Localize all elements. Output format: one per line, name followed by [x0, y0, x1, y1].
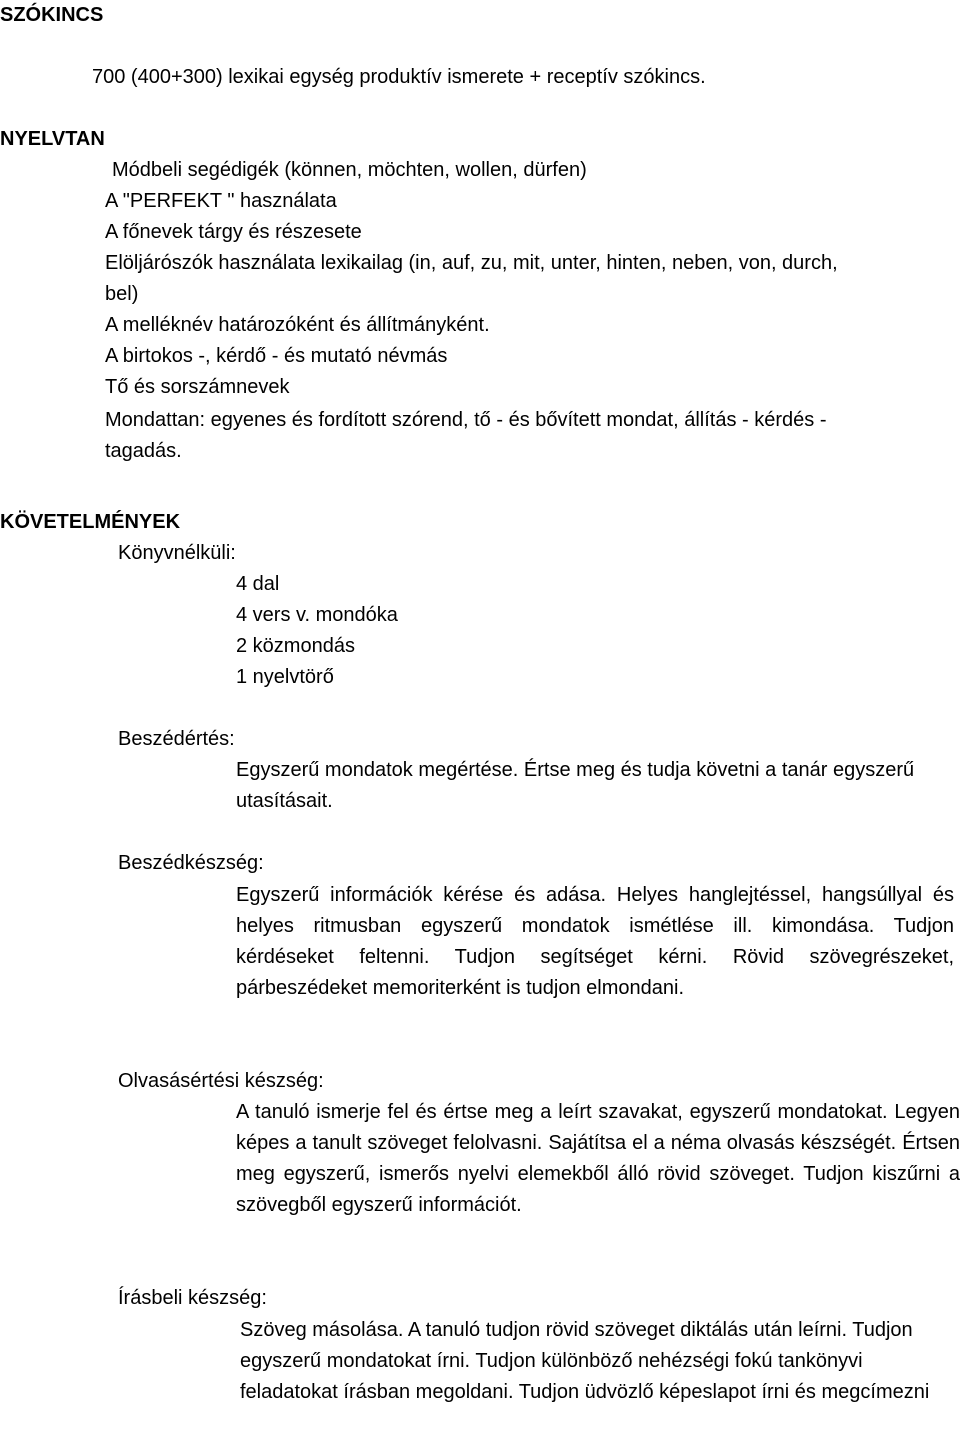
- beszedkeszseg-text: Egyszerű információk kérése és adása. Helyes hanglejtéssel, hangsúllyal és helyes ritmusban egyszerű mondatok ismétlése ill. kimondása. Tudjon kérdéseket feltenni. Tudjon segítséget kérni. Rövid szövegrészeket, párbeszédeket memoriterként is tudjon elmondani.: [236, 884, 954, 999]
- nyelvtan-item: Mondattan: egyenes és fordított szórend, tő - és bővített mondat, állítás - kérdés -: [105, 409, 827, 431]
- konyvnelkuli-item: 2 közmondás: [236, 635, 355, 657]
- konyvnelkuli-item: 4 vers v. mondóka: [236, 604, 398, 626]
- section-heading-szokincs: SZÓKINCS: [0, 4, 104, 26]
- beszedkeszseg-label: Beszédkészség:: [118, 852, 264, 874]
- section-heading-nyelvtan: NYELVTAN: [0, 128, 105, 150]
- konyvnelkuli-item: 1 nyelvtörő: [236, 666, 334, 688]
- nyelvtan-item: Módbeli segédigék (können, möchten, wollen, dürfen): [112, 159, 587, 181]
- beszedertes-label: Beszédértés:: [118, 728, 235, 750]
- nyelvtan-item: A "PERFEKT " használata: [105, 190, 337, 212]
- nyelvtan-item: tagadás.: [105, 440, 182, 462]
- nyelvtan-item: bel): [105, 283, 139, 305]
- nyelvtan-item: Tő és sorszámnevek: [105, 376, 290, 398]
- konyvnelkuli-label: Könyvnélküli:: [118, 542, 236, 564]
- konyvnelkuli-item: 4 dal: [236, 573, 280, 595]
- szokincs-text: 700 (400+300) lexikai egység produktív ismerete + receptív szókincs.: [92, 66, 706, 88]
- section-heading-kovetelmenyek: KÖVETELMÉNYEK: [0, 511, 181, 533]
- nyelvtan-item: A főnevek tárgy és részesete: [105, 221, 362, 243]
- nyelvtan-item: Elöljárószók használata lexikailag (in, auf, zu, mit, unter, hinten, neben, von, durch,: [105, 252, 838, 274]
- nyelvtan-item: A melléknév határozóként és állítmányként.: [105, 314, 490, 336]
- olvasasertes-text: A tanuló ismerje fel és értse meg a leírt szavakat, egyszerű mondatokat. Legyen képes a tanult szöveget felolvasni. Sajátítsa el a néma olvasás készségét. Értsen meg egyszerű, ismerős nyelvi elemekből álló rövid szöveget. Tudjon kiszűrni a szövegből egyszerű információt.: [236, 1101, 960, 1216]
- nyelvtan-item: A birtokos -, kérdő - és mutató névmás: [105, 345, 448, 367]
- beszedertes-text: Egyszerű mondatok megértése. Értse meg és tudja követni a tanár egyszerű utasításait.: [236, 759, 915, 812]
- irasbeli-label: Írásbeli készség:: [118, 1287, 267, 1309]
- olvasasertes-label: Olvasásértési készség:: [118, 1070, 324, 1092]
- irasbeli-text: Szöveg másolása. A tanuló tudjon rövid szöveget diktálás után leírni. Tudjon egyszerű mondatokat írni. Tudjon különböző nehézségi fokú tankönyvi feladatokat írásban megoldani. Tudjon üdvözlő képeslapot írni és megcímezni: [240, 1319, 930, 1403]
